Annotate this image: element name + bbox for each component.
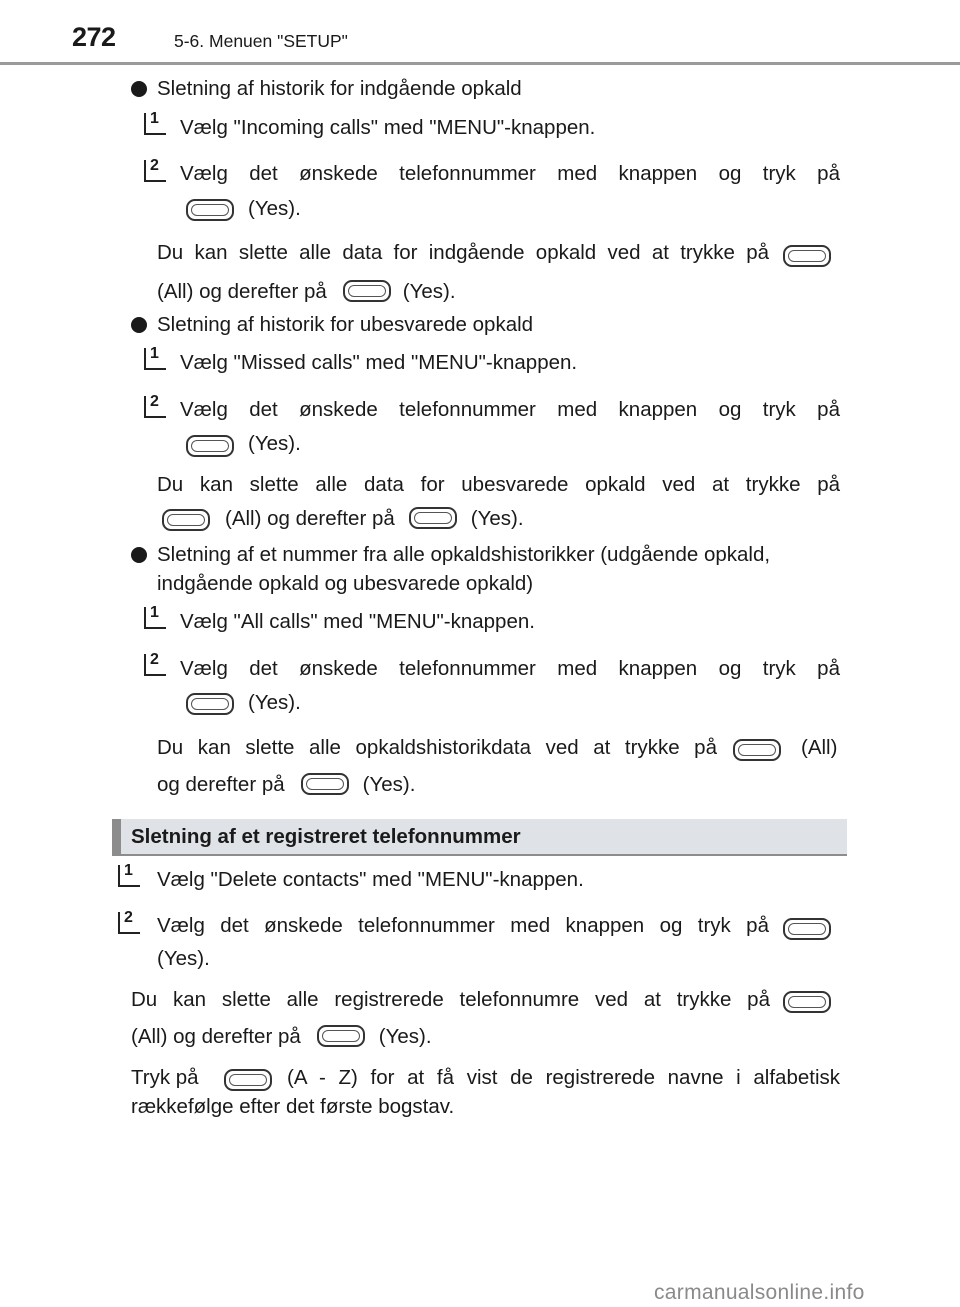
- yes-button-icon: [301, 773, 349, 795]
- note-text: (All) og derefter på: [157, 280, 327, 303]
- all-note-all: (All): [801, 736, 838, 759]
- step-marker: [144, 393, 166, 418]
- section-step2-yes: (Yes).: [157, 947, 210, 970]
- yes-button-icon: [783, 918, 831, 940]
- missed-note-text: Du kan slette alle data for ubesvarede opkald ved at trykke på: [157, 473, 840, 496]
- note-text: (Yes).: [402, 280, 456, 303]
- missed-step2-text: Vælg det ønskede telefonnummer med knappen og tryk på: [180, 398, 840, 421]
- step-marker: [118, 909, 140, 934]
- incoming-heading: Sletning af historik for indgående opkald: [157, 77, 522, 100]
- yes-button-icon: [186, 435, 234, 457]
- section-note2-start: Tryk på: [131, 1066, 199, 1089]
- watermark: carmanualsonline.info: [654, 1281, 865, 1304]
- section-title-bar: [112, 819, 847, 856]
- section-note1-text: Du kan slette alle registrerede telefonnumre ved at trykke på: [131, 988, 770, 1011]
- yes-button-icon: [409, 507, 457, 529]
- step-number: 1: [150, 604, 159, 621]
- incoming-step2-yes: (Yes).: [248, 197, 301, 220]
- all-step1-text: Vælg "All calls" med "MENU"-knappen.: [180, 610, 535, 633]
- section-heading: 5-6. Menuen "SETUP": [174, 31, 348, 51]
- yes-button-icon: [186, 199, 234, 221]
- all-heading-line2: indgående opkald og ubesvarede opkald): [157, 572, 534, 595]
- note-text: (All) og derefter på: [225, 507, 395, 530]
- step-number: 1: [150, 110, 159, 127]
- note-text: og derefter på: [157, 773, 285, 796]
- yes-button-icon: [317, 1025, 365, 1047]
- all-button-icon: [783, 991, 831, 1013]
- step-number: 1: [124, 862, 133, 879]
- step-marker: [144, 651, 166, 676]
- step-number: 2: [150, 393, 159, 410]
- note-text: (Yes).: [470, 507, 524, 530]
- yes-button-icon: [186, 693, 234, 715]
- incoming-note-line2: [157, 279, 456, 305]
- section-note2-line2: rækkefølge efter det første bogstav.: [131, 1095, 455, 1118]
- section-note1-line2: [131, 1024, 432, 1050]
- missed-note-line2: [225, 506, 524, 532]
- bullet-icon: [131, 547, 147, 563]
- all-note-text: Du kan slette alle opkaldshistorikdata ved at trykke på: [157, 736, 717, 759]
- step-marker: [118, 862, 140, 887]
- all-button-icon: [783, 245, 831, 267]
- incoming-step1-text: Vælg "Incoming calls" med "MENU"-knappen.: [180, 116, 596, 139]
- step-marker: [144, 604, 166, 629]
- note-text: (Yes).: [378, 1025, 432, 1048]
- yes-button-icon: [343, 280, 391, 302]
- all-heading-line1: Sletning af et nummer fra alle opkaldshistorikker (udgående opkald,: [157, 543, 771, 566]
- step-marker: [144, 157, 166, 182]
- section-step2-text: Vælg det ønskede telefonnummer med knappen og tryk på: [157, 914, 769, 937]
- note-text: (Yes).: [362, 773, 416, 796]
- page-number: 272: [72, 22, 116, 52]
- header-divider: [0, 62, 960, 65]
- missed-step1-text: Vælg "Missed calls" med "MENU"-knappen.: [180, 351, 578, 374]
- missed-heading: Sletning af historik for ubesvarede opkald: [157, 313, 534, 336]
- all-step2-text: Vælg det ønskede telefonnummer med knappen og tryk på: [180, 657, 840, 680]
- az-button-icon: [224, 1069, 272, 1091]
- bullet-icon: [131, 317, 147, 333]
- note-text: (All) og derefter på: [131, 1025, 301, 1048]
- step-marker: [144, 110, 166, 135]
- bullet-icon: [131, 81, 147, 97]
- incoming-step2-text: Vælg det ønskede telefonnummer med knappen og tryk på: [180, 162, 840, 185]
- section-step1-text: Vælg "Delete contacts" med "MENU"-knappen.: [157, 868, 584, 891]
- all-button-icon: [733, 739, 781, 761]
- step-number: 2: [150, 157, 159, 174]
- incoming-note-text: Du kan slette alle data for indgående opkald ved at trykke på: [157, 241, 769, 264]
- step-number: 2: [124, 909, 133, 926]
- section-note2-text: (A - Z) for at få vist de registrerede navne i alfabetisk: [287, 1066, 840, 1089]
- missed-step2-yes: (Yes).: [248, 432, 301, 455]
- all-note-line2: [157, 772, 415, 798]
- section-title: Sletning af et registreret telefonnummer: [131, 825, 521, 848]
- step-number: 2: [150, 651, 159, 668]
- all-button-icon: [162, 509, 210, 531]
- step-marker: [144, 345, 166, 370]
- step-number: 1: [150, 345, 159, 362]
- all-step2-yes: (Yes).: [248, 691, 301, 714]
